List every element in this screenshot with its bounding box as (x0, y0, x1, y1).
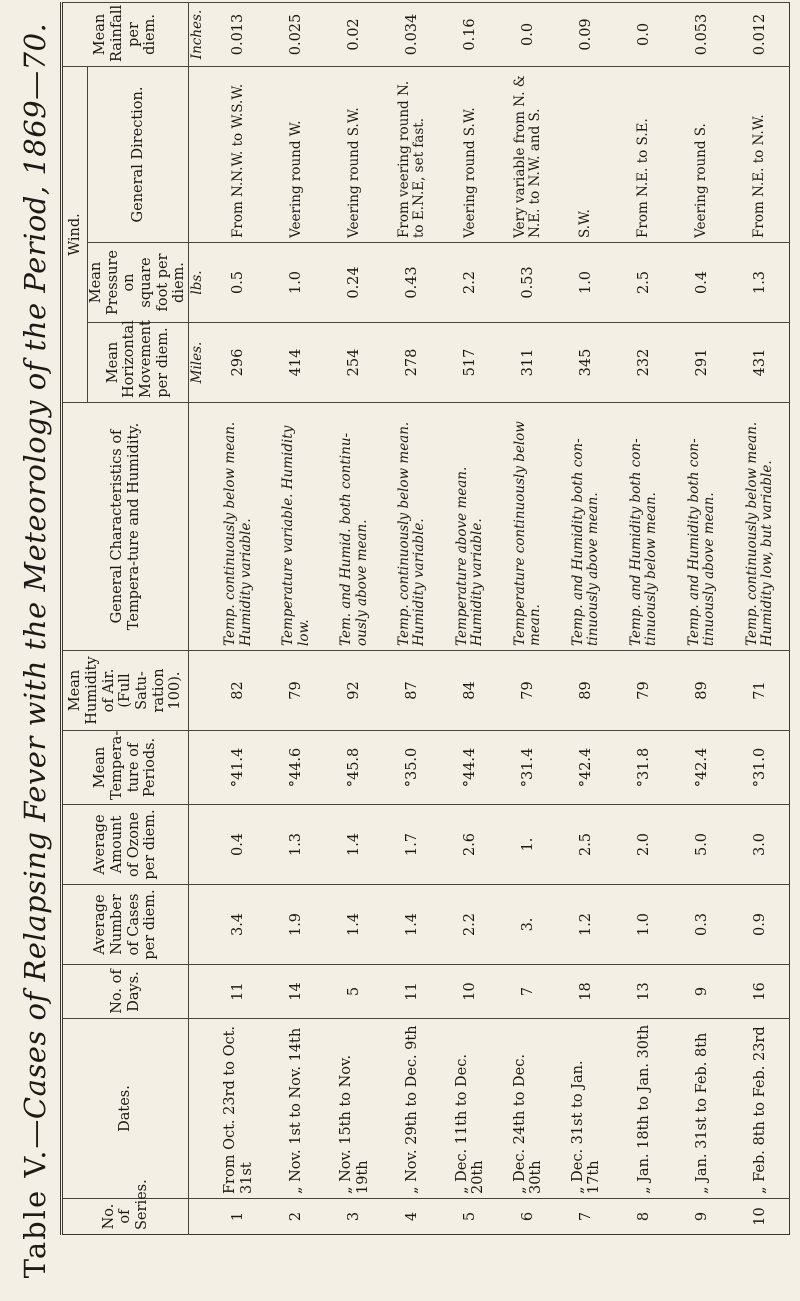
cell-pressure: 0.4 (673, 243, 731, 323)
cell-pressure: 1.3 (731, 243, 789, 323)
header-characteristics: General Characteristics of Tempera-ture and Humidity. (62, 403, 189, 651)
cell-rainfall: 0.02 (326, 2, 384, 66)
cell-dates: „ Jan. 31st to Feb. 8th (673, 1019, 731, 1199)
cell-rainfall: 0.012 (731, 2, 789, 66)
cell-direction: Veering round S.W. (441, 66, 499, 242)
cell-cases: 1.9 (268, 885, 326, 965)
cell-movement: 345 (557, 323, 615, 403)
cell-rainfall: 0.16 (441, 2, 499, 66)
cell-days: 18 (557, 965, 615, 1019)
cell-ozone: 0.4 (210, 805, 268, 885)
cell-series-number: 5 (441, 1199, 499, 1235)
cell-rainfall: 0.0 (615, 2, 673, 66)
cell-rainfall: 0.053 (673, 2, 731, 66)
cell-characteristics: Temp. and Humidity both con-tinuously above mean. (557, 403, 615, 651)
cell-temperature: °35.0 (384, 731, 442, 805)
cell-pressure: 1.0 (268, 243, 326, 323)
header-wind-direction: General Direction. (88, 66, 189, 242)
unit-miles: Miles. (189, 323, 210, 403)
cell-temperature: °44.4 (441, 731, 499, 805)
cell-characteristics: Temperature continuously below mean. (499, 403, 557, 651)
cell-characteristics: Temp. continuously below mean. Humidity low, but variable. (731, 403, 789, 651)
cell-temperature: °41.4 (210, 731, 268, 805)
cell-cases: 0.9 (731, 885, 789, 965)
cell-direction: From N.E. to N.W. (731, 66, 789, 242)
cell-dates: „ Dec. 31st to Jan. 17th (557, 1019, 615, 1199)
cell-series-number: 2 (268, 1199, 326, 1235)
header-wind-movement: Mean Horizontal Movement per diem. (88, 323, 189, 403)
cell-characteristics: Temp. and Humidity both con-tinuously above mean. (673, 403, 731, 651)
table-row (268, 2, 326, 1234)
cell-days: 13 (615, 965, 673, 1019)
meteorology-table (60, 2, 790, 1235)
cell-pressure: 0.5 (210, 243, 268, 323)
header-average-cases: Average Number of Cases per diem. (62, 885, 189, 965)
cell-days: 14 (268, 965, 326, 1019)
cell-movement: 296 (210, 323, 268, 403)
cell-days: 11 (384, 965, 442, 1019)
cell-temperature: °44.6 (268, 731, 326, 805)
cell-humidity: 79 (499, 651, 557, 731)
cell-days: 11 (210, 965, 268, 1019)
cell-ozone: 1.7 (384, 805, 442, 885)
cell-direction: Veering round S.W. (326, 66, 384, 242)
cell-direction: From N.E. to S.E. (615, 66, 673, 242)
cell-pressure: 2.5 (615, 243, 673, 323)
cell-characteristics: Temp. continuously below mean. Humidity variable. (384, 403, 442, 651)
cell-dates: „ Dec. 24th to Dec. 30th (499, 1019, 557, 1199)
cell-humidity: 79 (615, 651, 673, 731)
cell-movement: 291 (673, 323, 731, 403)
header-days: No. of Days. (62, 965, 189, 1019)
cell-days: 9 (673, 965, 731, 1019)
cell-direction: Veering round W. (268, 66, 326, 242)
cell-humidity: 92 (326, 651, 384, 731)
cell-temperature: °31.4 (499, 731, 557, 805)
cell-humidity: 71 (731, 651, 789, 731)
cell-direction: S.W. (557, 66, 615, 242)
cell-rainfall: 0.013 (210, 2, 268, 66)
cell-movement: 431 (731, 323, 789, 403)
cell-movement: 278 (384, 323, 442, 403)
cell-days: 10 (441, 965, 499, 1019)
table-row (441, 2, 499, 1234)
cell-direction: From veering round N. to E.N.E, set fast. (384, 66, 442, 242)
cell-days: 7 (499, 965, 557, 1019)
cell-rainfall: 0.025 (268, 2, 326, 66)
header-rainfall: Mean Rainfall per diem. (62, 2, 189, 66)
cell-temperature: °42.4 (557, 731, 615, 805)
header-series-number: No. of Series. (62, 1199, 189, 1235)
cell-characteristics: Temp. continuously below mean. Humidity variable. (210, 403, 268, 651)
table-row (326, 2, 384, 1234)
table-caption (18, 0, 52, 1301)
cell-dates: „ Nov. 1st to Nov. 14th (268, 1019, 326, 1199)
caption-title: —Cases of Relapsing Fever with the Meteorology of the Period, 1869—70. (18, 22, 52, 1149)
table-row (499, 2, 557, 1234)
cell-temperature: °31.0 (731, 731, 789, 805)
header-mean-humidity: Mean Humidity of Air. (Full Satu-ration 100). (62, 651, 189, 731)
cell-humidity: 79 (268, 651, 326, 731)
cell-cases: 1.4 (326, 885, 384, 965)
cell-characteristics: Temperature above mean. Humidity variable. (441, 403, 499, 651)
cell-pressure: 1.0 (557, 243, 615, 323)
cell-cases: 2.2 (441, 885, 499, 965)
units-row (189, 2, 210, 1234)
cell-series-number: 4 (384, 1199, 442, 1235)
cell-cases: 1.4 (384, 885, 442, 965)
cell-cases: 3. (499, 885, 557, 965)
cell-ozone: 1.4 (326, 805, 384, 885)
cell-humidity: 89 (673, 651, 731, 731)
cell-pressure: 2.2 (441, 243, 499, 323)
cell-ozone: 2.0 (615, 805, 673, 885)
cell-humidity: 84 (441, 651, 499, 731)
table-row (384, 2, 442, 1234)
cell-rainfall: 0.09 (557, 2, 615, 66)
cell-dates: From Oct. 23rd to Oct. 31st (210, 1019, 268, 1199)
unit-lbs: lbs. (189, 243, 210, 323)
cell-pressure: 0.43 (384, 243, 442, 323)
cell-series-number: 9 (673, 1199, 731, 1235)
cell-dates: „ Feb. 8th to Feb. 23rd (731, 1019, 789, 1199)
cell-dates: „ Nov. 15th to Nov. 19th (326, 1019, 384, 1199)
cell-ozone: 1.3 (268, 805, 326, 885)
cell-movement: 254 (326, 323, 384, 403)
cell-series-number: 7 (557, 1199, 615, 1235)
table-row (731, 2, 789, 1234)
cell-cases: 0.3 (673, 885, 731, 965)
cell-ozone: 2.6 (441, 805, 499, 885)
header-wind-pressure: Mean Pressure on square foot per diem. (88, 243, 189, 323)
cell-series-number: 1 (210, 1199, 268, 1235)
cell-temperature: °31.8 (615, 731, 673, 805)
cell-characteristics: Temp. and Humidity both con-tinuously below mean. (615, 403, 673, 651)
cell-ozone: 3.0 (731, 805, 789, 885)
cell-pressure: 0.53 (499, 243, 557, 323)
table-row (673, 2, 731, 1234)
cell-rainfall: 0.0 (499, 2, 557, 66)
header-average-ozone: Average Amount of Ozone per diem. (62, 805, 189, 885)
cell-movement: 232 (615, 323, 673, 403)
cell-cases: 1.0 (615, 885, 673, 965)
cell-movement: 517 (441, 323, 499, 403)
cell-ozone: 5.0 (673, 805, 731, 885)
cell-series-number: 8 (615, 1199, 673, 1235)
cell-pressure: 0.24 (326, 243, 384, 323)
cell-humidity: 82 (210, 651, 268, 731)
cell-cases: 1.2 (557, 885, 615, 965)
cell-characteristics: Temperature variable. Humidity low. (268, 403, 326, 651)
cell-temperature: °42.4 (673, 731, 731, 805)
cell-direction: Veering round S. (673, 66, 731, 242)
cell-cases: 3.4 (210, 885, 268, 965)
cell-series-number: 6 (499, 1199, 557, 1235)
cell-days: 16 (731, 965, 789, 1019)
caption-lead: Table V. (18, 1148, 52, 1279)
cell-ozone: 1. (499, 805, 557, 885)
cell-movement: 414 (268, 323, 326, 403)
table-row (615, 2, 673, 1234)
cell-temperature: °45.8 (326, 731, 384, 805)
cell-direction: From N.N.W. to W.S.W. (210, 66, 268, 242)
table-row (210, 2, 268, 1234)
cell-humidity: 87 (384, 651, 442, 731)
cell-humidity: 89 (557, 651, 615, 731)
cell-ozone: 2.5 (557, 805, 615, 885)
header-wind: Wind. (62, 66, 88, 402)
cell-characteristics: Tem. and Humid. both continu-ously above mean. (326, 403, 384, 651)
cell-rainfall: 0.034 (384, 2, 442, 66)
header-mean-temperature: Mean Tempera-ture of Periods. (62, 731, 189, 805)
cell-series-number: 10 (731, 1199, 789, 1235)
unit-inches: Inches. (189, 2, 210, 66)
cell-direction: Very variable from N. & N.E. to N.W. and S. (499, 66, 557, 242)
cell-movement: 311 (499, 323, 557, 403)
cell-series-number: 3 (326, 1199, 384, 1235)
cell-days: 5 (326, 965, 384, 1019)
cell-dates: „ Jan. 18th to Jan. 30th (615, 1019, 673, 1199)
table-row (557, 2, 615, 1234)
header-dates: Dates. (62, 1019, 189, 1199)
cell-dates: „ Dec. 11th to Dec. 20th (441, 1019, 499, 1199)
cell-dates: „ Nov. 29th to Dec. 9th (384, 1019, 442, 1199)
